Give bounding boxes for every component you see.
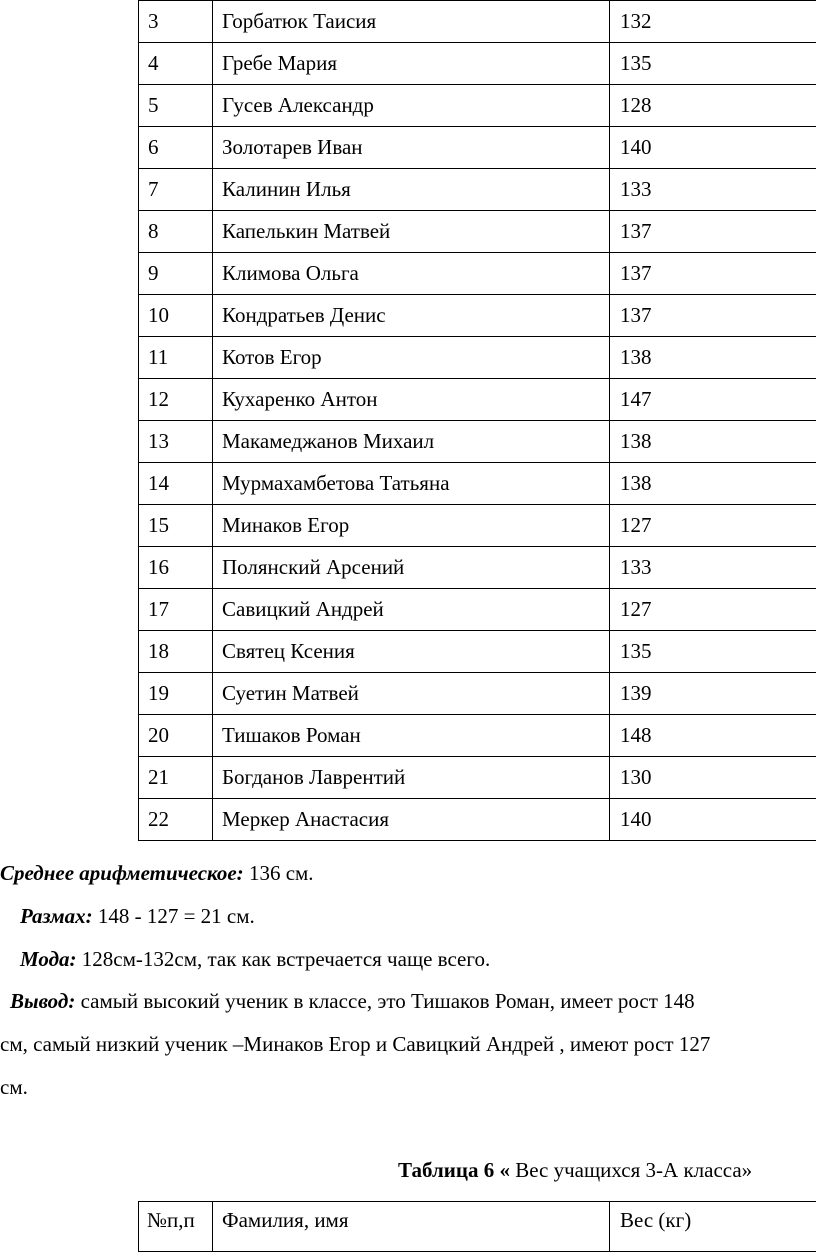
table-row bbox=[139, 631, 816, 673]
table-row bbox=[139, 589, 816, 631]
table-row bbox=[139, 127, 816, 169]
table-row bbox=[139, 421, 816, 463]
row-value: 137 bbox=[610, 253, 816, 295]
row-number: 11 bbox=[139, 337, 213, 379]
row-name: Горбатюк Таисия bbox=[213, 1, 610, 43]
table-row bbox=[139, 463, 816, 505]
row-number: 21 bbox=[139, 757, 213, 799]
row-value: 133 bbox=[610, 547, 816, 589]
header-weight: Вес (кг) bbox=[610, 1202, 816, 1252]
conclusion-line-3: см. bbox=[0, 1075, 28, 1100]
row-number: 7 bbox=[139, 169, 213, 211]
row-value: 139 bbox=[610, 673, 816, 715]
row-name: Мурмахамбетова Татьяна bbox=[213, 463, 610, 505]
row-number: 15 bbox=[139, 505, 213, 547]
row-value: 138 bbox=[610, 421, 816, 463]
row-number: 3 bbox=[139, 1, 213, 43]
row-name: Тишаков Роман bbox=[213, 715, 610, 757]
table-row bbox=[139, 169, 816, 211]
range-line bbox=[20, 904, 255, 929]
row-name: Минаков Егор bbox=[213, 505, 610, 547]
table6-caption-bold: Таблица 6 « bbox=[398, 1158, 510, 1182]
row-name: Кухаренко Антон bbox=[213, 379, 610, 421]
row-number: 12 bbox=[139, 379, 213, 421]
row-number: 13 bbox=[139, 421, 213, 463]
row-value: 140 bbox=[610, 127, 816, 169]
row-value: 138 bbox=[610, 463, 816, 505]
header-name: Фамилия, имя bbox=[213, 1202, 610, 1252]
row-name: Котов Егор bbox=[213, 337, 610, 379]
weight-table bbox=[138, 1201, 816, 1252]
row-number: 10 bbox=[139, 295, 213, 337]
table-row bbox=[139, 295, 816, 337]
row-name: Капелькин Матвей bbox=[213, 211, 610, 253]
height-table bbox=[138, 0, 816, 841]
row-number: 18 bbox=[139, 631, 213, 673]
mean-line bbox=[0, 861, 314, 886]
row-value: 133 bbox=[610, 169, 816, 211]
row-value: 128 bbox=[610, 85, 816, 127]
row-number: 20 bbox=[139, 715, 213, 757]
row-value: 135 bbox=[610, 631, 816, 673]
row-name: Гусев Александр bbox=[213, 85, 610, 127]
table6-caption bbox=[398, 1158, 752, 1183]
row-name: Климова Ольга bbox=[213, 253, 610, 295]
table-row bbox=[139, 85, 816, 127]
table-row bbox=[139, 379, 816, 421]
row-value: 127 bbox=[610, 589, 816, 631]
mean-label: Среднее арифметическое: bbox=[0, 861, 244, 885]
row-number: 4 bbox=[139, 43, 213, 85]
row-number: 22 bbox=[139, 799, 213, 841]
conclusion-label: Вывод: bbox=[10, 989, 75, 1013]
table-row bbox=[139, 337, 816, 379]
row-value: 135 bbox=[610, 43, 816, 85]
row-number: 8 bbox=[139, 211, 213, 253]
table-row bbox=[139, 673, 816, 715]
table-row bbox=[139, 799, 816, 841]
row-name: Калинин Илья bbox=[213, 169, 610, 211]
row-value: 130 bbox=[610, 757, 816, 799]
conclusion-line-2: см, самый низкий ученик –Минаков Егор и Савицкий Андрей , имеют рост 127 bbox=[0, 1032, 710, 1057]
row-name: Богданов Лаврентий bbox=[213, 757, 610, 799]
row-value: 138 bbox=[610, 337, 816, 379]
row-value: 127 bbox=[610, 505, 816, 547]
row-number: 17 bbox=[139, 589, 213, 631]
table-row bbox=[139, 43, 816, 85]
table-row bbox=[139, 547, 816, 589]
range-label: Размах: bbox=[20, 904, 93, 928]
conclusion-text-1: самый высокий ученик в классе, это Тишаков Роман, имеет рост 148 bbox=[75, 989, 694, 1013]
height-table-body bbox=[139, 1, 816, 841]
mode-line bbox=[20, 947, 490, 972]
row-name: Полянский Арсений bbox=[213, 547, 610, 589]
table6-caption-text: Вес учащихся 3-А класса» bbox=[510, 1158, 752, 1182]
mode-value: 128см-132см, так как встречается чаще всего. bbox=[77, 947, 491, 971]
mode-label: Мода: bbox=[20, 947, 77, 971]
weight-table-header-row bbox=[139, 1202, 816, 1252]
row-value: 137 bbox=[610, 295, 816, 337]
table-row bbox=[139, 211, 816, 253]
conclusion-line-1 bbox=[10, 989, 695, 1014]
row-name: Макамеджанов Михаил bbox=[213, 421, 610, 463]
row-number: 14 bbox=[139, 463, 213, 505]
row-name: Меркер Анастасия bbox=[213, 799, 610, 841]
row-number: 5 bbox=[139, 85, 213, 127]
header-number: №п,п bbox=[139, 1202, 213, 1252]
row-value: 137 bbox=[610, 211, 816, 253]
row-name: Золотарев Иван bbox=[213, 127, 610, 169]
row-name: Гребе Мария bbox=[213, 43, 610, 85]
row-name: Суетин Матвей bbox=[213, 673, 610, 715]
table-row bbox=[139, 505, 816, 547]
row-number: 9 bbox=[139, 253, 213, 295]
table-row bbox=[139, 1, 816, 43]
row-number: 19 bbox=[139, 673, 213, 715]
row-value: 132 bbox=[610, 1, 816, 43]
row-value: 140 bbox=[610, 799, 816, 841]
table-row bbox=[139, 715, 816, 757]
mean-value: 136 см. bbox=[244, 861, 314, 885]
row-value: 147 bbox=[610, 379, 816, 421]
range-value: 148 - 127 = 21 см. bbox=[93, 904, 255, 928]
table-row bbox=[139, 757, 816, 799]
table-row bbox=[139, 253, 816, 295]
row-name: Святец Ксения bbox=[213, 631, 610, 673]
row-value: 148 bbox=[610, 715, 816, 757]
row-name: Кондратьев Денис bbox=[213, 295, 610, 337]
row-name: Савицкий Андрей bbox=[213, 589, 610, 631]
row-number: 16 bbox=[139, 547, 213, 589]
row-number: 6 bbox=[139, 127, 213, 169]
